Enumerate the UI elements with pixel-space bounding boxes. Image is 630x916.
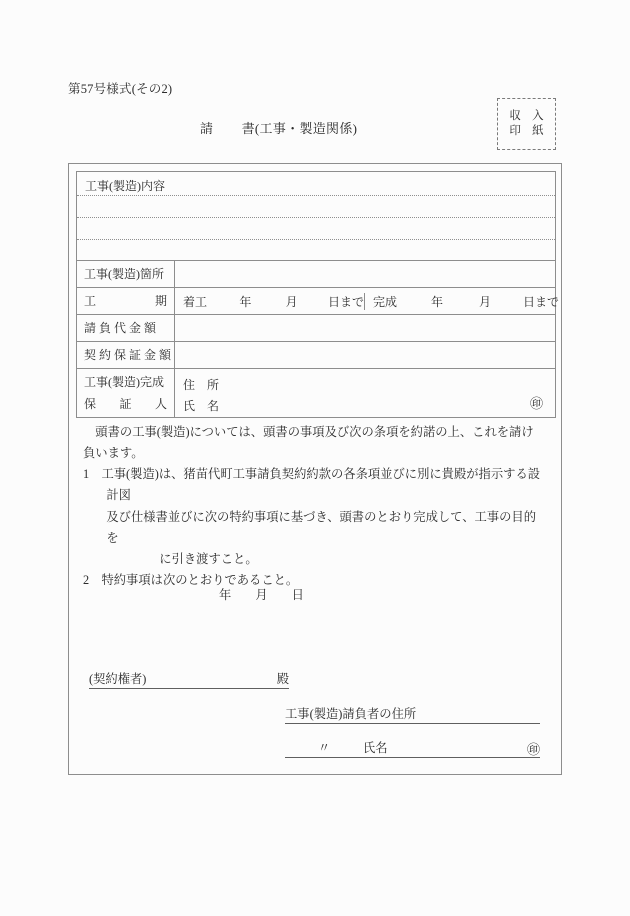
period-start-prefix: 着工	[183, 294, 208, 309]
date-day-label: 日	[291, 588, 304, 602]
guarantee-amount-label-cell	[77, 342, 175, 369]
body-item-1-line-2: 及び仕様書並びに次の特約事項に基づき、頭書のとおり完成して、工事の目的を	[106, 509, 537, 545]
guarantor-label-hoshou-1: 保	[84, 397, 97, 411]
body-text	[83, 422, 545, 591]
period-start-year: 年	[239, 294, 252, 309]
contract-amount-value-cell[interactable]	[175, 315, 556, 342]
contract-amount-label: 請 負 代 金 額	[84, 321, 157, 335]
content-dotted-line-1	[77, 195, 555, 196]
revenue-stamp-char-shi: 紙	[532, 124, 544, 137]
body-item-2-text: 特約事項は次のとおりであること。	[101, 572, 299, 587]
period-end-day-suffix: 日まで	[523, 294, 560, 309]
body-item-1-text: 工事(製造)は、猪苗代町工事請負契約約款の各条項並びに別に貴殿が指示する設計図	[101, 467, 541, 503]
contracting-authority-field[interactable]	[89, 669, 289, 689]
work-content-cell[interactable]	[77, 172, 556, 261]
period-start-segment[interactable]	[175, 293, 365, 310]
contractor-address-label: 工事(製造)請負者の住所	[285, 707, 417, 721]
contracting-authority-label: (契約権者)	[89, 672, 147, 686]
title-remainder: 書(工事・製造関係)	[241, 121, 358, 136]
contracting-authority-honorific: 殿	[276, 672, 289, 686]
date-line[interactable]	[219, 585, 304, 603]
revenue-stamp-char-shu: 収	[509, 109, 521, 122]
content-dotted-line-3	[77, 239, 555, 240]
revenue-stamp-char-nyu: 入	[532, 109, 544, 122]
revenue-stamp-box	[497, 98, 556, 150]
table-row-guarantor	[77, 369, 556, 418]
revenue-stamp-row-1	[498, 110, 555, 124]
period-label	[77, 288, 174, 314]
form-frame	[68, 163, 562, 775]
guarantor-label-line2	[77, 395, 174, 417]
guarantor-value-cell[interactable]	[175, 369, 556, 418]
title-lead-character: 請	[200, 121, 242, 136]
table-row-period	[77, 288, 556, 315]
contractor-name-label: 氏名	[363, 741, 388, 755]
period-end-segment[interactable]	[365, 293, 559, 310]
period-label-cell	[77, 288, 175, 315]
guarantee-amount-label: 契 約 保 証 金 額	[84, 348, 172, 362]
page-title	[200, 118, 357, 137]
contractor-address-field[interactable]	[285, 704, 540, 724]
header-table	[76, 171, 560, 418]
guarantor-label-line1: 工事(製造)完成	[84, 375, 164, 389]
body-item-2-line-1	[83, 570, 545, 591]
location-label-cell	[77, 261, 175, 288]
contract-amount-label-cell	[77, 315, 175, 342]
period-label-right: 期	[154, 294, 167, 308]
location-label: 工事(製造)箇所	[84, 267, 164, 281]
period-start-month: 月	[285, 294, 298, 309]
revenue-stamp-row-2	[498, 125, 555, 139]
period-value-cell[interactable]	[175, 288, 560, 315]
work-content-label: 工事(製造)内容	[85, 179, 165, 193]
date-month-label: 月	[255, 588, 268, 602]
body-item-1-number: 1	[83, 467, 90, 482]
revenue-stamp-char-in: 印	[509, 124, 521, 137]
content-dotted-line-2	[77, 217, 555, 218]
table-row-content	[77, 172, 556, 261]
body-item-1-line-1	[83, 464, 545, 506]
date-year-label: 年	[219, 588, 232, 602]
table-row-location	[77, 261, 556, 288]
period-fields	[175, 293, 560, 310]
table-row-contract-amount	[77, 315, 556, 342]
guarantor-name-label: 氏 名	[183, 399, 220, 413]
location-value-cell[interactable]	[175, 261, 556, 288]
contractor-name-field[interactable]	[285, 738, 540, 758]
table-row-guarantee-amount	[77, 342, 556, 369]
body-paragraph: 頭書の工事(製造)については、頭書の事項及び次の条項を約諾の上、これを請け負います。	[83, 425, 534, 461]
period-end-month: 月	[479, 294, 492, 309]
period-start-day-suffix: 日まで	[327, 294, 364, 309]
period-end-prefix: 完成	[373, 294, 398, 309]
contractor-seal-icon: ㊞	[526, 742, 540, 757]
guarantor-fields	[175, 372, 555, 414]
form-number: 第57号様式(その2)	[68, 82, 173, 96]
guarantor-address-label: 住 所	[183, 378, 220, 392]
body-item-2-number: 2	[83, 572, 90, 587]
guarantor-label-cell	[77, 369, 175, 418]
period-label-left: 工	[84, 294, 97, 308]
guarantor-label-hoshou-2: 証	[119, 397, 132, 411]
ditto-mark-icon: 〃	[317, 741, 331, 755]
guarantor-seal-icon: ㊞	[529, 396, 543, 411]
period-end-year: 年	[431, 294, 444, 309]
body-item-1-line-3: に引き渡すこと。	[159, 551, 258, 566]
guarantee-amount-value-cell[interactable]	[175, 342, 556, 369]
guarantor-label-hoshou-3: 人	[154, 397, 167, 411]
